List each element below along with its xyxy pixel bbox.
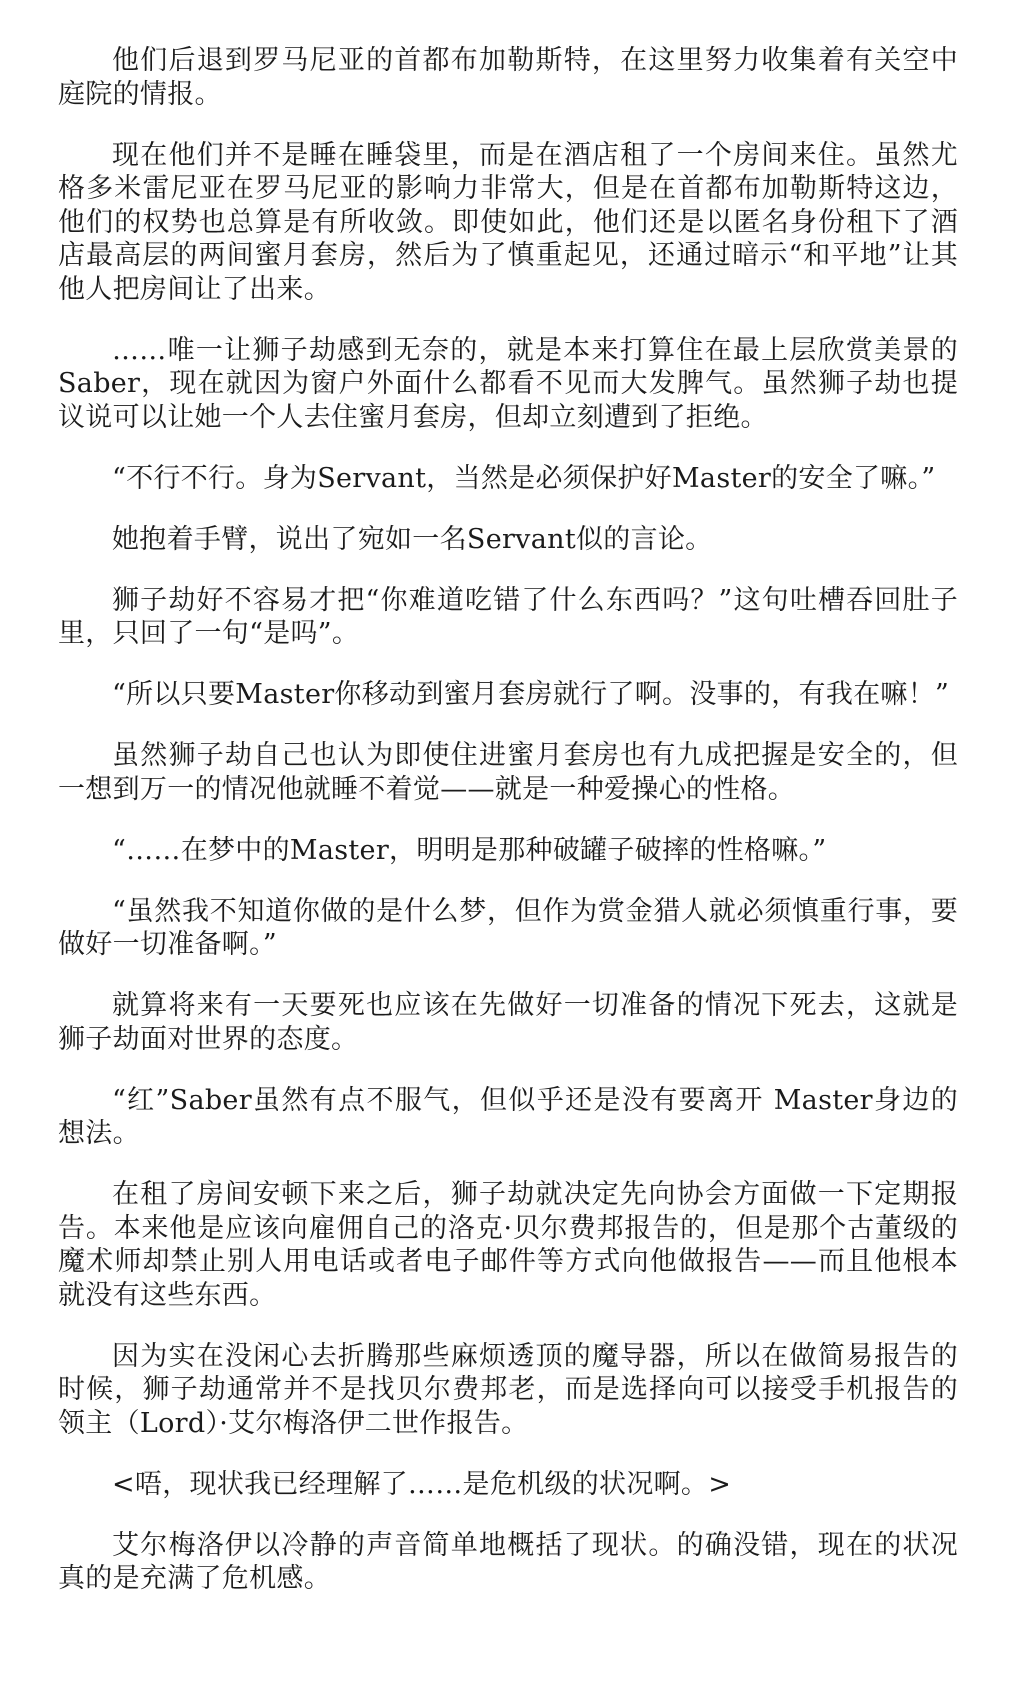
document-page <box>58 44 958 1623</box>
paragraph: 艾尔梅洛伊以冷静的声音简单地概括了现状。的确没错，现在的状况真的是充满了危机感。 <box>58 1529 958 1594</box>
paragraph: “所以只要Master你移动到蜜月套房就行了啊。没事的，有我在嘛！” <box>112 679 950 710</box>
paragraph: 现在他们并不是睡在睡袋里，而是在酒店租了一个房间来住。虽然尤格多米雷尼亚在罗马尼亚的影响力非常大，但是在首都布加勒斯特这边，他们的权势也总算是有所收敛。即使如此，他们还是以匿名身份租下了酒店最高层的两间蜜月套房，然后为了慎重起见，还通过暗示“和平地”让其他人把房间让了出来。 <box>58 139 958 305</box>
paragraph: 虽然狮子劫自己也认为即使住进蜜月套房也有九成把握是安全的，但一想到万一的情况他就睡不着觉——就是一种爱操心的性格。 <box>58 740 958 805</box>
paragraph: 在租了房间安顿下来之后，狮子劫就决定先向协会方面做一下定期报告。本来他是应该向雇佣自己的洛克·贝尔费邦报告的，但是那个古董级的魔术师却禁止别人用电话或者电子邮件等方式向他做报告——而且他根本就没有这些东西。 <box>58 1179 958 1311</box>
paragraph: ……唯一让狮子劫感到无奈的，就是本来打算住在最上层欣赏美景的Saber，现在就因为窗户外面什么都看不见而大发脾气。虽然狮子劫也提议说可以让她一个人去住蜜月套房，但却立刻遭到了拒绝。 <box>58 334 958 433</box>
paragraph: “……在梦中的Master，明明是那种破罐子破摔的性格嘛。” <box>112 834 827 866</box>
paragraph: 她抱着手臂，说出了宛如一名Servant似的言论。 <box>112 523 713 555</box>
paragraph: “不行不行。身为Servant，当然是必须保护好Master的安全了嘛。” <box>112 462 936 494</box>
paragraph: <唔，现状我已经理解了……是危机级的状况啊。> <box>112 1468 732 1500</box>
paragraph: 狮子劫好不容易才把“你难道吃错了什么东西吗？”这句吐槽吞回肚子里，只回了一句“是吗”。 <box>58 584 958 649</box>
paragraph: 就算将来有一天要死也应该在先做好一切准备的情况下死去，这就是狮子劫面对世界的态度。 <box>58 990 958 1055</box>
paragraph: 他们后退到罗马尼亚的首都布加勒斯特，在这里努力收集着有关空中庭院的情报。 <box>58 45 958 110</box>
paragraph: “红”Saber虽然有点不服气，但似乎还是没有要离开 Master身边的想法。 <box>58 1084 958 1149</box>
paragraph: 因为实在没闲心去折腾那些麻烦透顶的魔导器，所以在做简易报告的时候，狮子劫通常并不是找贝尔费邦老，而是选择向可以接受手机报告的领主（Lord）·艾尔梅洛伊二世作报告。 <box>58 1340 958 1439</box>
paragraph: “虽然我不知道你做的是什么梦，但作为赏金猎人就必须慎重行事，要做好一切准备啊。” <box>58 895 958 960</box>
